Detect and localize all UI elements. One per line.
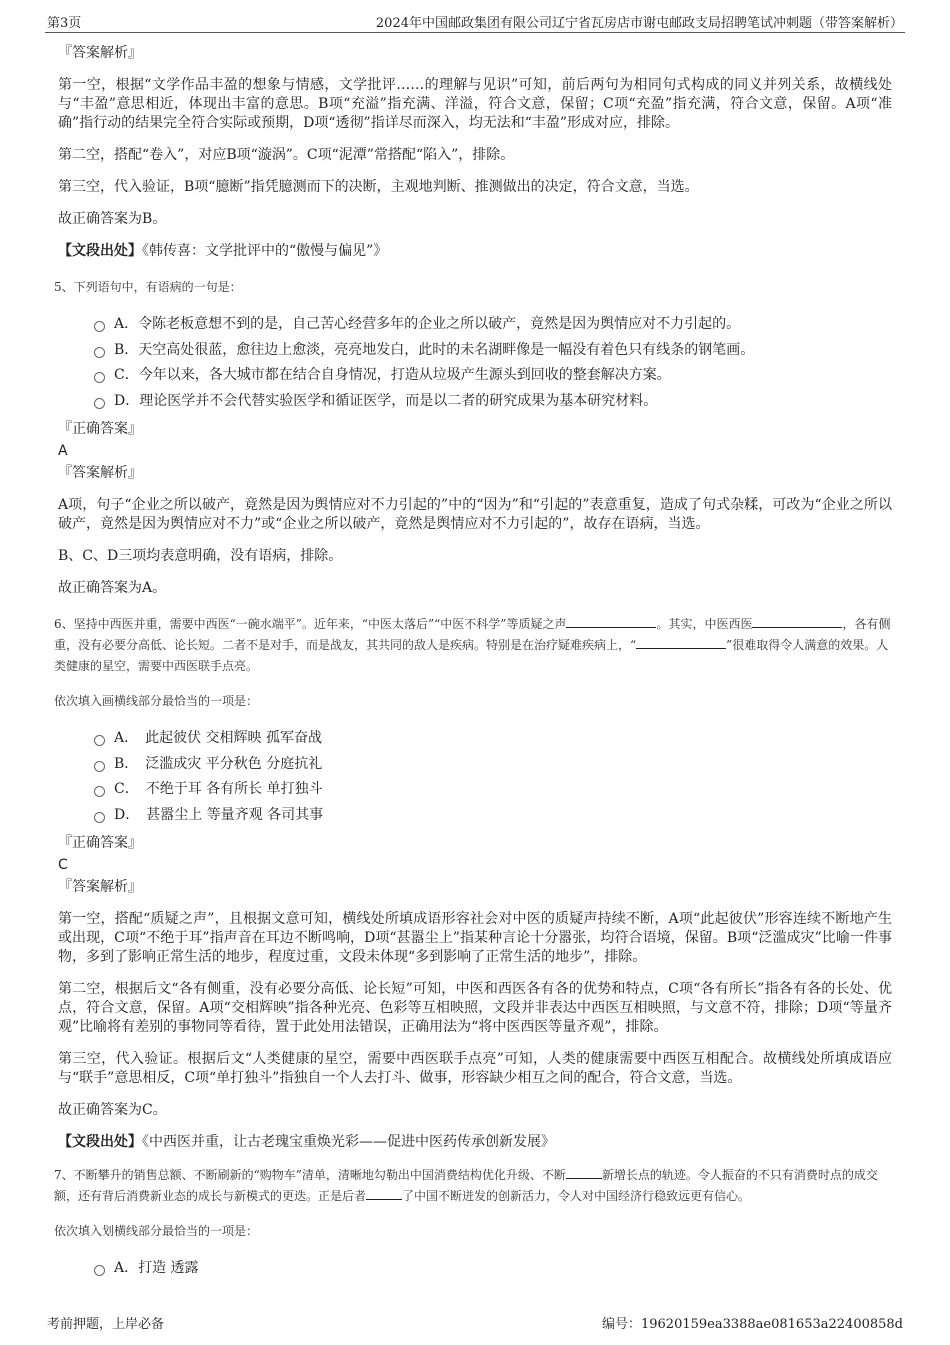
q6-analysis-label: 『答案解析』 [58,879,142,895]
q7-instruction: 依次填入划横线部分最恰当的一项是： [54,1224,259,1238]
q7-option-a[interactable]: A．打造 透露 [94,1256,892,1282]
q5-correct-answer: A [58,443,68,459]
q6-option-c[interactable]: C． 不绝于耳 各有所长 单打独斗 [94,777,892,803]
radio-icon[interactable] [94,735,105,746]
footer-slogan: 考前押题，上岸必备 [47,1317,165,1332]
q6-correct-answer: C [58,857,68,873]
q7-options [94,1256,892,1282]
source-text: 《韩传喜：文学批评中的“傲慢与偏见”》 [142,243,388,259]
blank-line [752,615,842,628]
blank-line [636,636,726,649]
q4-analysis-label: 『答案解析』 [58,45,142,61]
q5-question: 5、下列语句中，有语病的一句是： [54,280,242,294]
radio-icon[interactable] [94,761,105,772]
q6-analysis-p2: 第二空，根据后文“各有侧重，没有必要分高低、论长短”可知，中医和西医各有各的优势和特点，C项“各有所长”指各有各的长处、优点，符合文意，保留。A项“交相辉映”指各种光亮、色彩等互相映照，文段并非表达中西医互相映照，与文意不符，排除；D项“等量齐观”比喻将有差别的事物同等看待，置于此处用法错误，正确用法为“将中医西医等量齐观”，排除。 [58,981,892,1035]
blank-line [366,1187,402,1200]
q7-question: 7、不断攀升的销售总额、不断刷新的“购物车”清单，清晰地勾勒出中国消费结构优化升级、不断 新增长点的轨迹。令人振奋的不只有消费时点的成交额，还有背后消费新业态的成长与新模式的更迭。正是后者 了中国不断迸发的创新活力，令人对中国经济行稳致远更有信心。 [54,1168,878,1203]
q4-analysis-p1: 第一空，根据“文学作品丰盈的想象与情感，文学批评……的理解与见识”可知，前后两句为相同句式构成的同义并列关系，故横线处与“丰盈”意思相近，体现出丰富的意思。B项“充溢”指充满、洋溢，符合文意，保留；C项“充盈”指充满，符合文意，保留。A项“准确”指行动的结果完全符合实际或预期，D项“透彻”指详尽而深入，均无法和“丰盈”形成对应，排除。 [58,77,892,131]
q6-analysis-p1: 第一空，搭配“质疑之声”，且根据文意可知，横线处所填成语形容社会对中医的质疑声持续不断，A项“此起彼伏”形容连续不断地产生或出现，C项“不绝于耳”指声音在耳边不断鸣响，D项“甚嚣尘上”指某种言论十分嚣张，均符合语境，保留。B项“泛滥成灾”比喻一件事物，多到了影响正常生活的地步，程度过重，文段未体现“多到影响了正常生活的地步”，排除。 [58,911,892,965]
source-label: 【文段出处】 [58,1134,142,1150]
q6-option-a[interactable]: A． 此起彼伏 交相辉映 孤军奋战 [94,726,892,752]
radio-icon[interactable] [94,321,105,332]
document-title: 2024年中国邮政集团有限公司辽宁省瓦房店市谢屯邮政支局招聘笔试冲刺题（带答案解析） [375,16,903,31]
q4-conclusion: 故正确答案为B。 [58,211,167,227]
radio-icon[interactable] [94,786,105,797]
q6-question: 6、坚持中西医并重，需要中西医“一碗水端平”。近年来，“中医太落后”“中医不科学”等质疑之声 。其实，中医西医 ，各有侧重，没有必要分高低、论长短。二者不是对手，而是战友，其共同的敌人是疾病。特别是在治疗疑难疾病上，“ ”很难取得令人满意的效果。人类健康的星空，需要中西医联手点亮。 [54,617,891,673]
q6-analysis-p3: 第三空，代入验证。根据后文“人类健康的星空，需要中西医联手点亮”可知，人类的健康需要中西医互相配合。故横线处所填成语应与“联手”意思相反，C项“单打独斗”指独自一个人去打斗、做事，形容缺少相互之间的配合，符合文意，当选。 [58,1051,892,1086]
q5-analysis-p1: A项，句子“企业之所以破产，竟然是因为舆情应对不力引起的”中的“因为”和“引起的”表意重复，造成了句式杂糅，可改为“企业之所以破产，竟然是因为舆情应对不力”或“企业之所以破产，竟然是舆情应对不力引起的”，故存在语病，当选。 [58,497,892,532]
page-number: 第3页 [47,16,82,31]
q5-analysis-p2: B、C、D三项均表意明确，没有语病，排除。 [58,548,343,564]
q6-option-d[interactable]: D． 甚嚣尘上 等量齐观 各司其事 [94,803,892,829]
radio-icon[interactable] [94,372,105,383]
radio-icon[interactable] [94,398,105,409]
q5-option-a[interactable]: A．令陈老板意想不到的是，自己苦心经营多年的企业之所以破产，竟然是因为舆情应对不力引起的。 [94,312,892,338]
q5-options [94,312,892,414]
document-id: 编号：19620159ea3388ae081653a22400858d [601,1317,903,1332]
radio-icon[interactable] [94,347,105,358]
q6-options [94,726,892,828]
q5-conclusion: 故正确答案为A。 [58,580,167,596]
q5-analysis-label: 『答案解析』 [58,465,142,481]
q6-conclusion: 故正确答案为C。 [58,1102,167,1118]
q5-option-d[interactable]: D．理论医学并不会代替实验医学和循证医学，而是以二者的研究成果为基本研究材料。 [94,389,892,415]
blank-line [566,1166,602,1179]
q4-analysis-p2: 第二空，搭配“卷入”，对应B项“漩涡”。C项“泥潭”常搭配“陷入”，排除。 [58,147,515,163]
page-header [45,10,905,33]
source-label: 【文段出处】 [58,243,142,259]
source-text: 《中西医并重，让古老瑰宝重焕光彩——促进中医药传承创新发展》 [142,1134,555,1150]
q5-option-c[interactable]: C．今年以来，各大城市都在结合自身情况，打造从垃圾产生源头到回收的整套解决方案。 [94,363,892,389]
q6-source [58,1133,892,1152]
q5-option-b[interactable]: B．天空高处很蓝，愈往边上愈淡，亮亮地发白，此时的未名湖畔像是一幅没有着色只有线条的钢笔画。 [94,338,892,364]
q6-option-b[interactable]: B． 泛滥成灾 平分秋色 分庭抗礼 [94,752,892,778]
q4-analysis-p3: 第三空，代入验证，B项“臆断”指凭臆测而下的决断，主观地判断、推测做出的决定，符合文意，当选。 [58,179,699,195]
q4-source [58,242,892,261]
document-body [54,44,892,1288]
q6-correct-label: 『正确答案』 [58,835,142,851]
blank-line [566,615,656,628]
radio-icon[interactable] [94,812,105,823]
q6-instruction: 依次填入画横线部分最恰当的一项是： [54,694,259,708]
q5-correct-label: 『正确答案』 [58,421,142,437]
radio-icon[interactable] [94,1265,105,1276]
